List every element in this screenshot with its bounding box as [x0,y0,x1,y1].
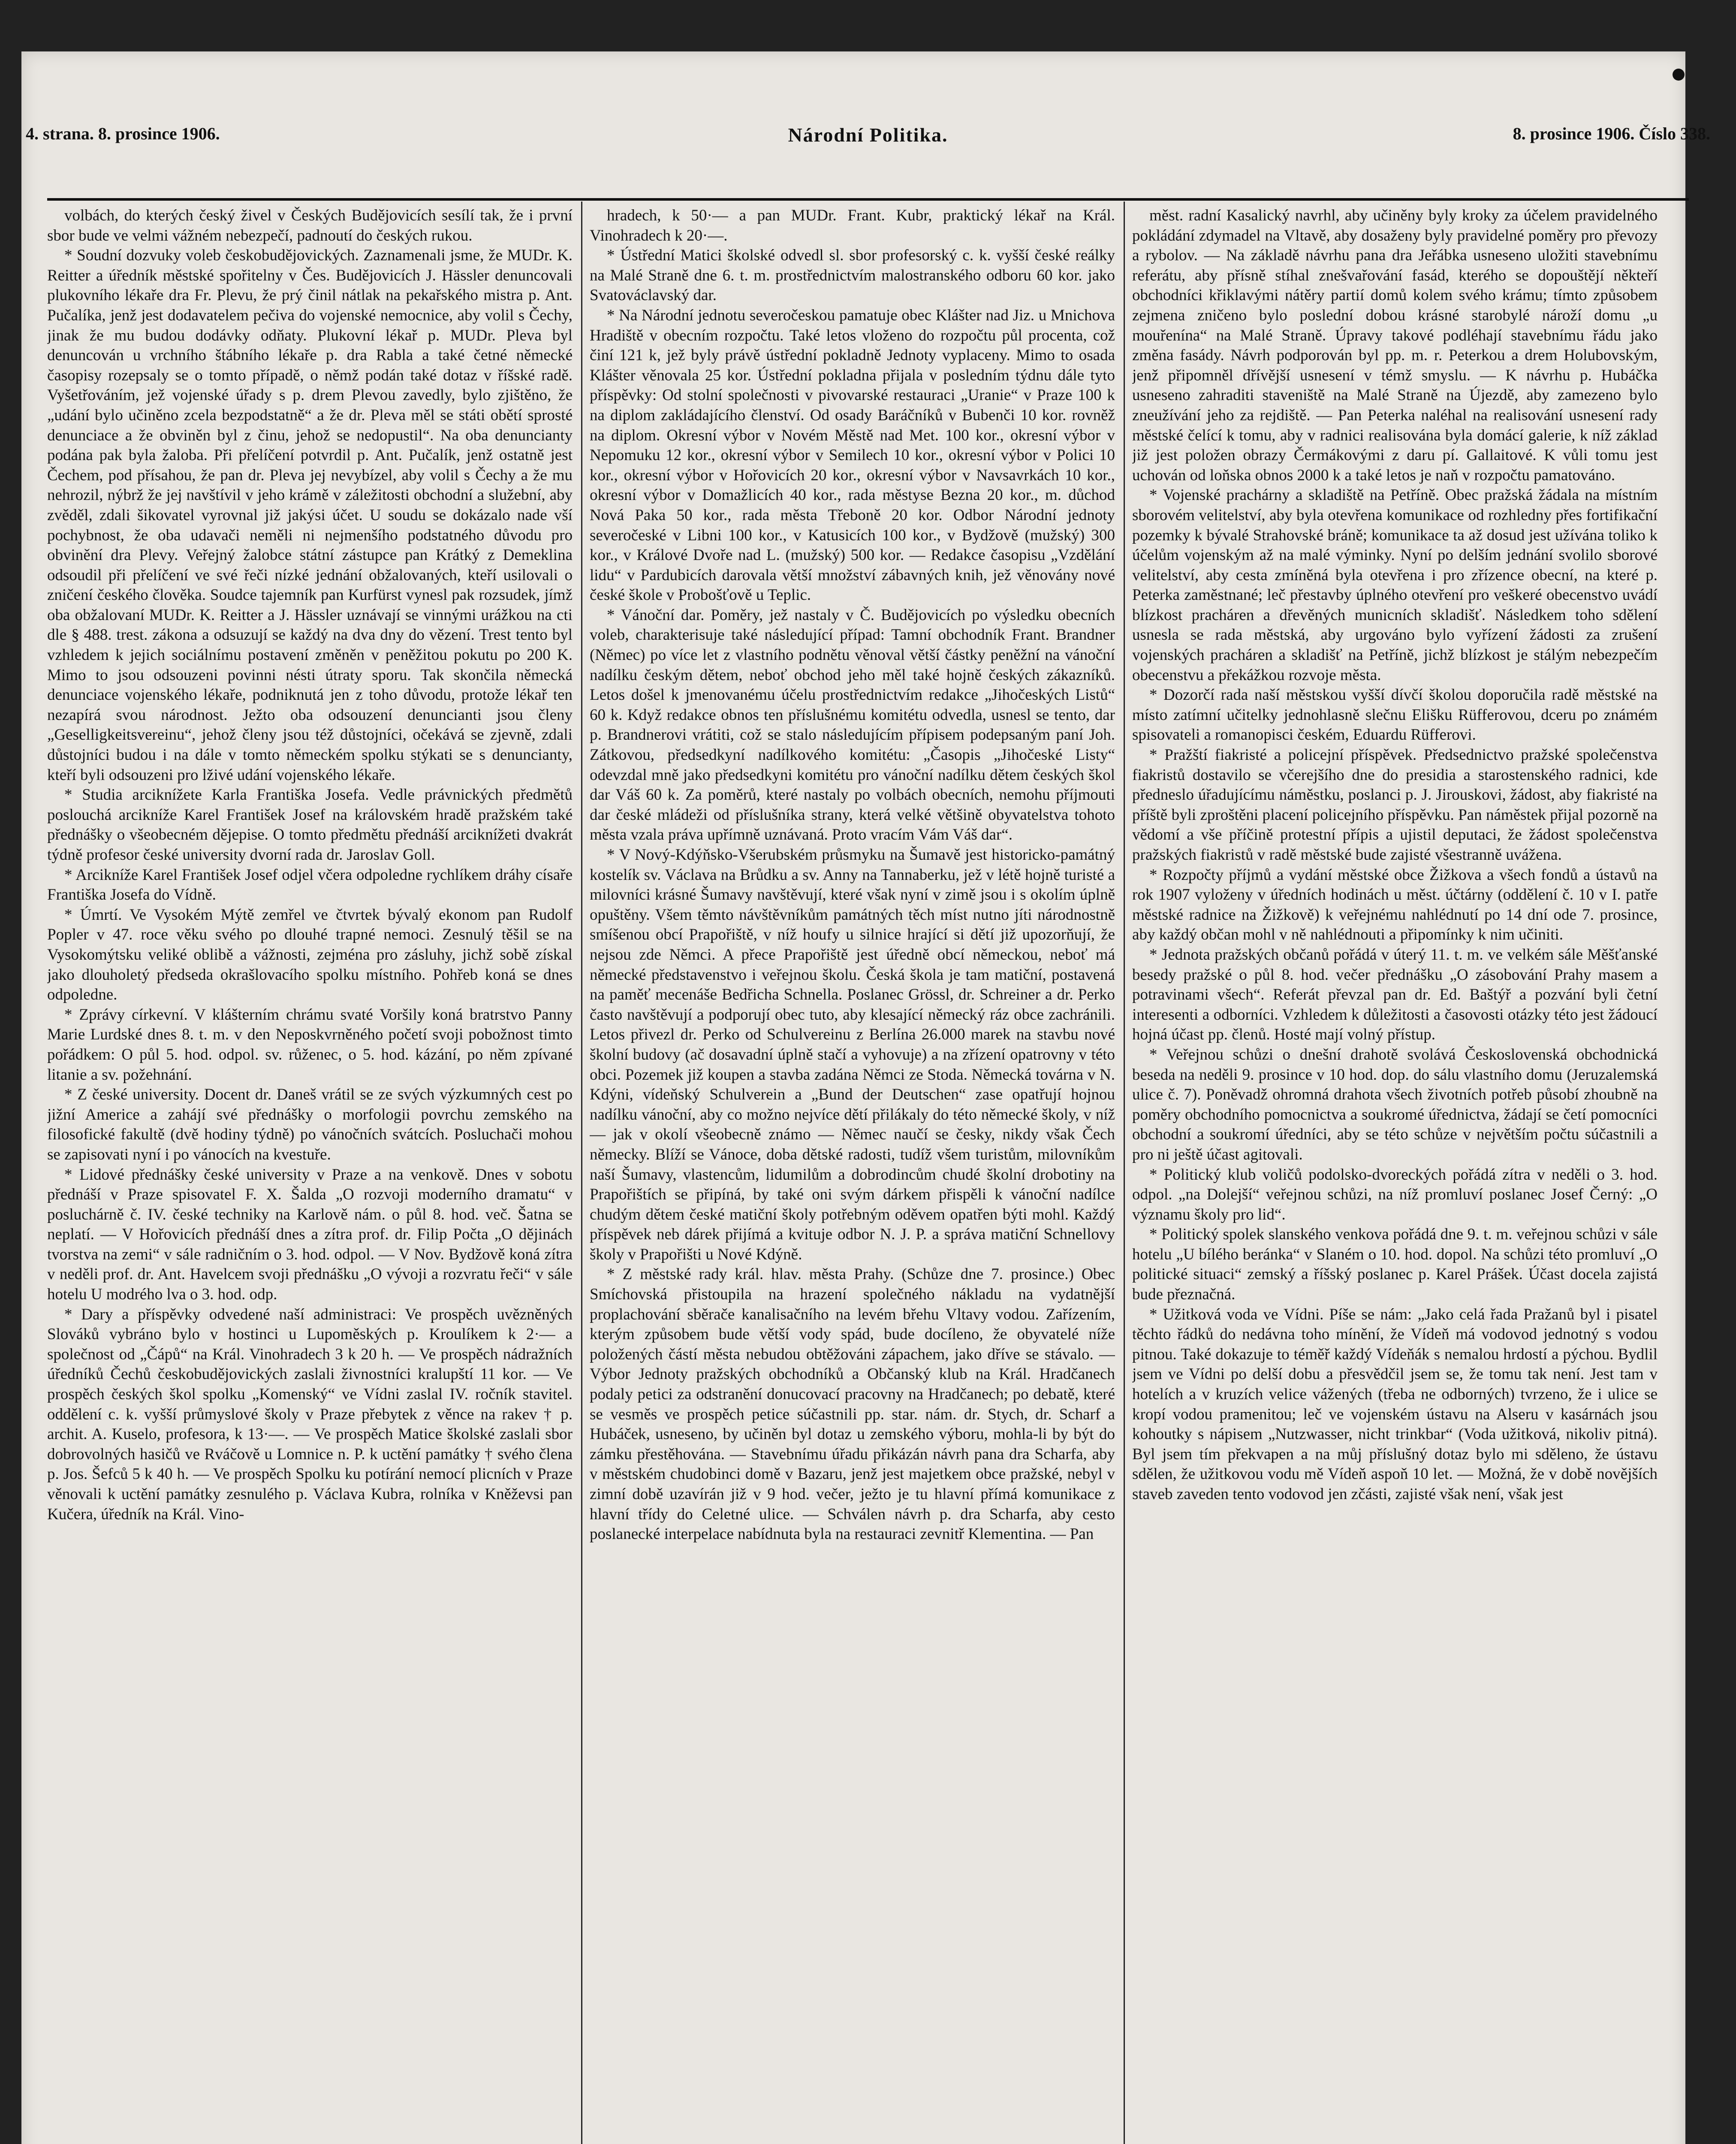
header-rule [47,198,1689,201]
article-paragraph: * Užitková voda ve Vídni. Píše se nám: „Jako celá řada Pražanů byl i pisatel těchto řádků do nedávna toho mínění, že Vídeň má vodovod jednotný s vodou pitnou. Také dokazuje to téměř každý Vídeňák s nemalou hrdostí a pýchou. Bydlil jsem ve Vídni po delší dobu a přesvědčil jsem se, že tomu tak není. Jest tam v hotelích a v kruzích velice vážených (třeba ne odborných) tvrzeno, že i ulice se kropí vodou pramenitou; leč ve vojenském ústavu na Alseru v kasárnách jsou kohoutky s nápisem „Nutzwasser, nicht trinkbar“ (Voda užitková, nikoliv pitná). Byl jsem tím překvapen a na můj příslušný dotaz bylo mi sděleno, že ústavu sdělen, že užitkovou vodu mě Vídeň aspoň 10 let. — Možná, že v době novějších staveb zaveden tento vodovod jen zčásti, zajisté však není, však jest [1132,1305,1658,1503]
page-header [26,116,1710,154]
article-paragraph: * Lidové přednášky české university v Praze a na venkově. Dnes v sobotu přednáší v Praze spisovatel F. X. Šalda „O rozvoji moderního dramatu“ v posluchárně č. IV. české techniky na Karlově nám. o půl 8. hod. več. Šatna se neplatí. — V Hořovicích přednáší dnes a zítra prof. dr. Filip Počta „O dějinách tvorstva na zemi“ v sále radničním o 3. hod. odpol. — V Nov. Bydžově koná zítra v neděli prof. dr. Ant. Havelcem svoji přednášku „O vývoji a rozvratu řeči“ v sále hotelu U modrého lva o 3. hod. odp. [47,1165,573,1304]
article-paragraph: * Politický spolek slanského venkova pořádá dne 9. t. m. veřejnou schůzi v sále hotelu „U bílého beránka“ v Slaném o 10. hod. dopol. Na schůzi této promluví „O politické situaci“ zemský a říšský poslanec p. Karel Prášek. Účast docela zajistá bude přeznačná. [1132,1226,1658,1304]
article-paragraph: * Ústřední Matici školské odvedl sl. sbor profesorský c. k. vyšší české reálky na Malé Straně dne 6. t. m. prostřednictvím malostranského odboru 60 kor. jako Svatováclavský dar. [590,247,1115,304]
article-paragraph: * Úmrtí. Ve Vysokém Mýtě zemřel ve čtvrtek bývalý ekonom pan Rudolf Popler v 47. roce věku svého po dlouhé trapné nemoci. Zesnulý těšil se na Vysokomýtsku veliké oblibě a vážnosti, zejména pro zásluhy, jichž sobě získal jako dlouholetý předseda okrašlovacího spolku místního. Pohřeb koná se dnes odpoledne. [47,906,573,1004]
article-paragraph: měst. radní Kasalický navrhl, aby učiněny byly kroky za účelem pravidelného pokládání zdymadel na Vltavě, aby dosaženy byly pravidelné poměry pro převozy a rybolov. — Na základě návrhu pana dra Jeřábka usneseno uložiti stavebnímu referátu, aby přísně stíhal znešvařování fasád, kterého se dopouštějí někteří obchodníci křiklavými nátěry partií domů kolem svého krámu; tímto způsobem zejmena zničeno bylo poslední dobou krásné starobylé nároží domu „u mouřenína“ na Malé Straně. Úpravy takové podléhají stavebnímu řádu jako změna fasády. Návrh podporován byl pp. m. r. Peterkou a drem Holubovským, jenž připomněl dřívější usnesení v témž smyslu. — K návrhu p. Hubáčka usneseno zahraditi staveniště na Malé Straně na Újezdě, aby zamezeno bylo zneužívání jeho za rejdiště. — Pan Peterka naléhal na realisování usnesení rady městské čelící k tomu, aby v radnici realisována byla domácí galerie, k níž základ již jest položen obrazy Čermákovými z daru pí. Gallaitové. K vůli tomu jest uchován od loňska obnos 2000 k a také letos je naň v rozpočtu pamatováno. [1132,207,1658,484]
article-paragraph: * Zprávy církevní. V klášterním chrámu svaté Voršily koná bratrstvo Panny Marie Lurdské dnes 8. t. m. v den Neposkvrněného početí svoji pobožnost timto pořádkem: O půl 5. hod. odpol. sv. růženec, o 5. hod. kázání, po něm zpívané litanie a sv. požehnání. [47,1006,573,1084]
article-paragraph: * Veřejnou schůzi o dnešní drahotě svolává Československá obchodnická beseda na neděli 9. prosince v 10 hod. dop. do sálu vlastního domu (Jeruzalemská ulice č. 7). Poněvadž ohromná drahota všech životních potřeb působí zhoubně na poměry obchodního pomocnictva a soukromé úřednictva, žádají se četí pomocníci obchodní a soukromí úředníci, aby se této schůze v největším počtu súčastnili a pro ni ještě účast agitovali. [1132,1045,1658,1163]
column-3 [1132,206,1658,2144]
article-paragraph: * Rozpočty příjmů a vydání městské obce Žižkova a všech fondů a ústavů na rok 1907 vyloženy v úředních hodinách u měst. účtárny (oddělení č. 10 v I. patře městské radnice na Žižkově) k veřejnému nahlédnutí po 14 dní ode 7. prosince, aby každý občan mohl v ně nahlédnouti a připomínky k nim učiniti. [1132,866,1658,944]
article-paragraph: * Z městské rady král. hlav. města Prahy. (Schůze dne 7. prosince.) Obec Smíchovská přistoupila na hrazení společného nákladu na vydatnější proplachování sběrače kanalisačního na levém břehu Vltavy vodou. Zařízením, kterým způsobem bude větší vody spád, bude docíleno, že obyvatelé níže položených částí města nebudou obtěžováni zápachem, jako dříve se stávalo. — Výbor Jednoty pražských obchodníků a Občanský klub na Král. Hradčanech podaly petici za odstranění donucovací pracovny na Hradčanech; po debatě, které se vesměs ve prospěch petice súčastnili pp. star. nám. dr. Stych, dr. Scharf a Hubáček, usneseno, by učiněn byl dotaz u zemského výboru, mohla-li by být do zámku přestěhována. — Stavebnímu úřadu přikázán návrh pana dra Scharfa, aby v městském chudobinci domě v Bazaru, jenž jest majetkem obce pražské, nebyl v zimní době uzavírán již v 9 hod. večer, ježto je tu hlavní přímá komunikace z hlavní třídy do Celetné ulice. — Schválen návrh p. dra Scharfa, aby cesto poslanecké interpelace nabídnuta byla na restauraci zevnitř Klementina. — Pan [590,1265,1115,1543]
article-paragraph: * Z české university. Docent dr. Daneš vrátil se ze svých výzkumných cest po jižní Americe a zahájí své přednášky o morfologii povrchu zemského na filosofické fakultě (dvě hodiny týdně) po vánočních svátcích. Posluchači mohou se zapisovati nyní i po vánocích na kvestuře. [47,1086,573,1163]
article-paragraph: volbách, do kterých český živel v Českých Budějovicích sesílí tak, že i první sbor bude ve velmi vážném nebezpečí, padnoutí do českých rukou. [47,207,573,244]
article-paragraph: * Arcikníže Karel František Josef odjel včera odpoledne rychlíkem dráhy císaře Františka Josefa do Vídně. [47,866,573,904]
article-paragraph: * Pražští fiakristé a policejní příspěvek. Předsednictvo pražské společenstva fiakristů dostavilo se včerejšího dne do presidia a starostenského radnici, kde předneslo úřadujícímu náměstku, poslanci p. J. Jirouskovi, žádost, aby fiakristé na příště byli zproštěni placení policejního příspěvku. Pan náměstek přijal pozorně na vědomí a vše příčině protestní přípis a ujistil deputaci, že žádost společenstva pražských fiakristů v radě městské bude zajisté všestranně uvážena. [1132,746,1658,864]
column-divider [581,202,582,2144]
article-paragraph: * Jednota pražských občanů pořádá v úterý 11. t. m. ve velkém sále Měšťanské besedy pražské o půl 8. hod. večer přednášku „O zásobování Prahy masem a potravinami všech“. Referát převzal pan dr. Ed. Baštýř a pozvání byli četní interesenti a odborníci. Vzhledem k důležitosti a časovosti otázky této jest žádoucí hojná účast pp. členů. Hosté mají volný přístup. [1132,946,1658,1044]
article-paragraph: * Dary a příspěvky odvedené naší administraci: Ve prospěch uvězněných Slováků vybráno bylo v hostinci u Lupoměských p. Kroulíkem k 2·— a společnost od „Čápů“ na Král. Vinohradech 3 k 20 h. — Ve prospěch nádražních úředníků Čechů českobudějovických zaslali živnostníci kralupští 11 kor. — Ve prospěch českých škol spolku „Komenský“ ve Vídni zaslal IV. ročník stavitel. oddělení c. k. vyšší průmyslové školy v Praze přebytek z věnce na rakev † p. archit. A. Kuselo, profesora, k 13·—. — Ve prospěch Matice školské zaslali sbor dobrovolných hasičů ve Rváčově u Lomnice n. P. k uctění památky † svého člena p. Jos. Šefců 5 k 40 h. — Ve prospěch Spolku ku potírání nemocí plicních v Praze věnovali k uctění památky zesnulého p. Václava Kubra, rolníka v Kněževsi pan Kučera, úředník na Král. Vino- [47,1305,573,1523]
column-2 [590,206,1115,2144]
column-1 [47,206,573,2144]
page-number-date: 4. strana. 8. prosince 1906. [26,124,220,143]
ink-spot [1673,69,1685,81]
article-paragraph: * Soudní dozvuky voleb českobudějovických. Zaznamenali jsme, že MUDr. K. Reitter a úředník městské spořitelny v Čes. Budějovicích J. Hässler denuncovali plukovního lékaře dra Fr. Plevu, že prý činil nátlak na pekařského mistra p. Ant. Pučalíka, jenž jest dodavatelem pečiva do vojenské nemocnice, aby volil s Čechy, jinak že mu budou dodávky odňaty. Plukovní lékař p. MUDr. Pleva byl denuncován u vrchního štábního lékaře p. dra Rabla a také četné německé časopisy rozepsaly se o tomto případě, o němž podán také dotaz v říšské radě. Vyšetřováním, jež vojenské úřady s p. drem Plevou zavedly, bylo zjištěno, že „udání bylo učiněno zcela bezpodstatně“ a že dr. Pleva měl se státi obětí sprosté denunciace a že obviněn byl z činu, jehož se nedopustil“. Na oba denuncianty podána pak byla žaloba. Při přelíčení potvrdil p. Ant. Pučalík, jenž ostatně jest Čechem, pod přísahou, že pan dr. Pleva jej nevybízel, aby volil s Čechy a že mu nehrozil, nýbrž že jej navštívil v jeho krámě v záležitosti obchodní a služební, aby zvěděl, zdali šikovatel vyrovnal již jakýsi účet. U soudu se dokázalo nade vší pochybnost, že oba udavači neměli ni nejmenšího podstatného důvodu pro obvinění dra Plevy. Veřejný žalobce státní zástupce pan Krátký z Demeklina odsoudil při přelíčení ve své řeči nízké jednání obžalovaných, kteří usilovali o zničení českého člověka. Soudce tajemník pan Kurfürst vynesl pak rozsudek, jímž oba obžalovaní MUDr. K. Reitter a J. Hässler uznávají se vinnými urážkou na cti dle § 488. trest. zákona a odsuzují se každý na dva dny do vězení. Trest tento byl vzhledem k jejich sociálnímu postavení změněn v peněžitou pokutu po 200 K. Mimo to jsou odsouzeni povinni nésti útraty sporu. Tak skončila německá denunciace vojenského lékaře, podniknutá jen z toho důvodu, protože lékař ten nezapírá svou národnost. Ježto oba odsouzení denuncianti jsou členy „Geselligkeitsvereinu“, jehož členy jsou též důstojníci, očekává se zjevně, zdali důstojníci budou i na dále v tomto německém spolku stýkati se s denuncianty, kteří byli odsouzeni pro lživé udání vojenského lékaře. [47,247,573,784]
article-paragraph: * Studia arciknížete Karla Františka Josefa. Vedle právnických předmětů poslouchá arcikníže Karel František Josef na královském hradě pražském také přednášky o všeobecném dějepise. O tomto předmětu přednáší arciknížeti dvakrát týdně profesor české university dvorní rada dr. Jaroslav Goll. [47,786,573,864]
article-paragraph: * Politický klub voličů podolsko-dvoreckých pořádá zítra v neděli o 3. hod. odpol. „na Dolejší“ veřejnou schůzi, na níž promluví poslanec Josef Černý: „O významu školy pro lid“. [1132,1165,1658,1223]
newspaper-title: Národní Politika. [788,124,948,146]
column-divider [1124,202,1125,2144]
article-paragraph: * Na Národní jednotu severočeskou pamatuje obec Klášter nad Jiz. u Mnichova Hradiště v obecním rozpočtu. Také letos vloženo do rozpočtu půl procenta, což činí 121 k, jež byly právě ústřední pokladně Jednoty vyplaceny. Mimo to osada Klášter věnovala 25 kor. Ústřední pokladna přijala v posledním týdnu dále tyto příspěvky: Od stolní společnosti v pivovarské restauraci „Uranie“ v Praze 100 k na diplom zakládajícího členství. Od osady Baráčníků v Bubenči 10 kor. rovněž na diplom. Okresní výbor v Novém Městě nad Met. 100 kor., okresní výbor v Nepomuku 12 kor., okresní výbor v Semilech 10 kor., okresní výbor v Polici 10 kor., okresní výbor v Hořovicích 20 kor., okresní výbor v Navsavrkách 10 kor., okresní výbor v Domažlicích 40 kor., rada městyse Bezna 20 kor., m. důchod Nová Paka 50 kor., rada města Třeboně 20 kor. Odbor Národní jednoty severočeské v Libni 100 kor., v Katusicích 100 kor., v Bydžově (mužský) 300 kor., v Králové Dvoře nad L. (mužský) 500 kor. — Redakce časopisu „Vzdělání lidu“ v Pardubicích darovala větší množství zábavných knih, jež věnovány nové české škole v Probošťově u Teplic. [590,306,1115,604]
article-paragraph: hradech, k 50·— a pan MUDr. Frant. Kubr, praktický lékař na Král. Vinohradech k 20·—. [590,207,1115,244]
article-paragraph: * V Nový-Kdýňsko-Všerubském průsmyku na Šumavě jest historicko-památný kostelík sv. Václava na Brůdku a sv. Anny na Tannaberku, jež v létě hojně turisté a milovníci krásné Šumavy navštěvují, které však nyní v zimě jsou i s okolím úplně opuštěny. Všem těmto návštěvníkům památných těch míst nutno jíti národnostně smíšenou obcí Prapořiště, v níž houfy u silnice hrající si dětí již upozorňují, že nejsou zde Němci. A přece Prapořiště jest úředně obcí německou, neboť má německé představenstvo i veřejnou školu. Česká škola je tam matiční, postavená na paměť mecenáše Bedřicha Schnella. Poslanec Grössl, dr. Schreiner a dr. Perko často navštěvují a podporují obec tuto, aby klesající německý ráz obce zachránili. Letos přivezl dr. Perko od Schulvereinu z Berlína 26.000 marek na stavbu nové školní budovy (ač dosavadní úplně stačí a vyhovuje) a na zřízení opatrovny v této obci. Pozemek již koupen a stavba zadána Němci ze Stoda. Německá továrna v N. Kdýni, vídeňský Schulverein a „Bund der Deutschen“ zase opatřují hojnou nadílku vánoční, aby co možno nejvíce dětí přilákaly do této německé školy, v níž — jak v okolí všeobecně známo — Němec naučí se česky, nikdy však Čech německy. Blíží se Vánoce, doba dětské radosti, tudíž všem turistům, milovníkům naší Šumavy, vlastencům, lidumilům a dobrodincům chudé školní drobotiny na Prapořištích se připíná, by také oni svým dárkem přispěli k vánoční nadílce chudým dětem české matiční školy potřebným oděvem opatřen býti mohl. Každý příspěvek neb dárek přijímá a kvituje odbor N. J. P. a správa matiční Schnellovy školy v Prapořišti u Nové Kdýně. [590,846,1115,1263]
article-paragraph: * Dozorčí rada naší městskou vyšší dívčí školou doporučila radě městské na místo zatímní učitelky jednohlasně slečnu Elišku Rüfferovou, dceru po známém spisovateli a romanopisci českém, Eduardu Rüfferovi. [1132,686,1658,744]
article-paragraph: * Vánoční dar. Poměry, jež nastaly v Č. Budějovicích po výsledku obecních voleb, charakterisuje také následující případ: Tamní obchodník Frant. Brandner (Němec) po více let z vlastního podnětu věnoval větší částky peněžní na vánoční nadílku českým dětem, neboť obchod jeho měl také hojně českých zákazníků. Letos došel k jmenovanému účelu prostřednictvím redakce „Jihočeských Listů“ 60 k. Když redakce obnos ten příslušnému komitétu odvedla, usnesl se tento, dar p. Brandnerovi vrátiti, což se stalo následujícím přípisem podepsaným paní Joh. Zátkovou, předsedkyní nadílkového komitétu: „Časopis „Jihočeské Listy“ odevzdal mně jako předsedkyni komitétu pro vánoční nadílku dětem českých škol dar Váš 60 k. Za poměrů, které nastaly po volbách obecních, nemohu příjmouti dar české mládeži od příslušníka strany, která velké většině obyvatelstva tohoto města vzala práva upřímně uznávaná. Proto vracím Vám Váš dar“. [590,606,1115,844]
issue-number-date: 8. prosince 1906. Číslo 338. [1513,124,1710,143]
article-paragraph: * Vojenské prachárny a skladiště na Petříně. Obec pražská žádala na místním sborovém velitelství, aby byla otevřena komunikace od rozhledny přes fortifikační pozemky k bývalé Strahovské bráně; komunikace ta až dosud jest užívána toliko k účelům vojenským až na malé výminky. Nyní po delším jednání svolilo sborové velitelství, aby cesta zmíněná byla otevřena i pro zřízence obecní, na které p. Peterka zaměstnané; leč přestavby úplného otevření pro veškeré obecenstvo uvádí blízkost pracháren a dřevěných municních skladišť. Následkem toho sdělení usnesla se rada městská, aby urgováno bylo vyřízení žádosti za zrušení vojenských pracháren a skladišť na Petříně, jichž blízkost je stálým nebezpečím obecenstvu a překážkou rozvoje města. [1132,486,1658,684]
